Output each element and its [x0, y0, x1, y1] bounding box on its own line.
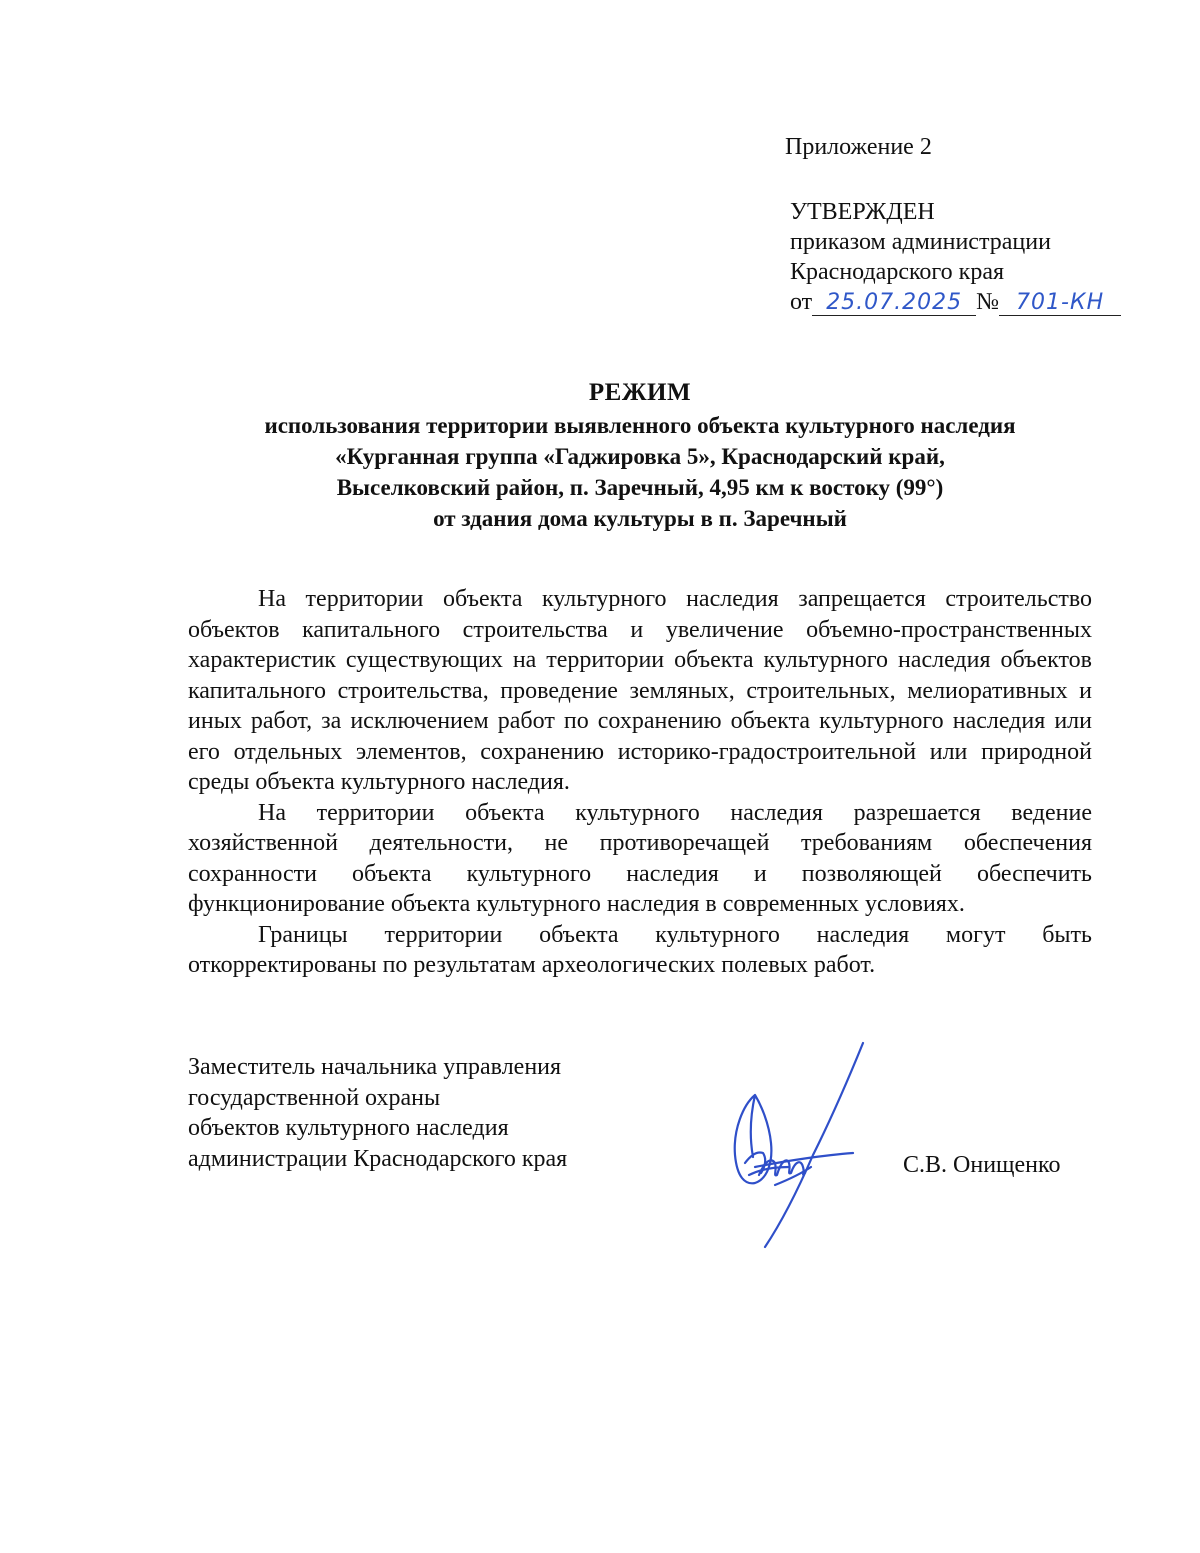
- signatory-position: [188, 1052, 567, 1174]
- handwritten-signature: [715, 1035, 885, 1255]
- approved-by-line-2: Краснодарского края: [790, 259, 1005, 285]
- title-line-3: Выселковский район, п. Заречный, 4,95 км к востоку (99°): [336, 475, 944, 500]
- position-line-4: администрации Краснодарского края: [188, 1145, 568, 1172]
- title-line-2: «Курганная группа «Гаджировка 5», Краснодарский край,: [335, 444, 945, 469]
- date-prefix: от: [790, 289, 813, 315]
- approved-heading: УТВЕРЖДЕН: [790, 199, 935, 225]
- signatory-name: С.В. Онищенко: [903, 1152, 1061, 1178]
- handwritten-order-number: 701-КН: [999, 291, 1121, 316]
- paragraph-permissions: На территории объекта культурного наследия разрешается ведение хозяйственной деятельности, не противоречащей требованиям обеспечения сохранности объекта культурного наследия и позволяющей обеспечить функционирование объекта культурного наследия в современных условиях.: [188, 799, 1092, 917]
- title-line-1: использования территории выявленного объекта культурного наследия: [264, 413, 1016, 438]
- paragraph-boundaries: Границы территории объекта культурного наследия могут быть откорректированы по результатам археологических полевых работ.: [188, 921, 1092, 978]
- paragraph-prohibitions: На территории объекта культурного наследия запрещается строительство объектов капитального строительства и увеличение объемно-пространственных характеристик существующих на территории объекта культурного наследия объектов капитального строительства, проведение земляных, строительных, мелиоративных и иных работ, за исключением работ по сохранению объекта культурного наследия или его отдельных элементов, сохранению историко-градостроительной или природной среды объекта культурного наследия.: [188, 586, 1092, 795]
- order-date-number-line: [790, 287, 1121, 317]
- appendix-label: Приложение 2: [785, 134, 932, 160]
- number-sign: №: [976, 289, 1000, 315]
- position-line-2: государственной охраны: [188, 1084, 441, 1111]
- handwritten-date: 25.07.2025: [812, 291, 976, 316]
- title-main: РЕЖИМ: [588, 379, 692, 406]
- approval-stamp: [790, 197, 1121, 317]
- approved-by-line-1: приказом администрации: [790, 229, 1051, 255]
- title-line-4: от здания дома культуры в п. Заречный: [433, 506, 847, 531]
- body-text: [188, 584, 1092, 981]
- position-line-3: объектов культурного наследия: [188, 1115, 509, 1141]
- document-title: [140, 376, 1140, 534]
- position-line-1: Заместитель начальника управления: [188, 1054, 562, 1080]
